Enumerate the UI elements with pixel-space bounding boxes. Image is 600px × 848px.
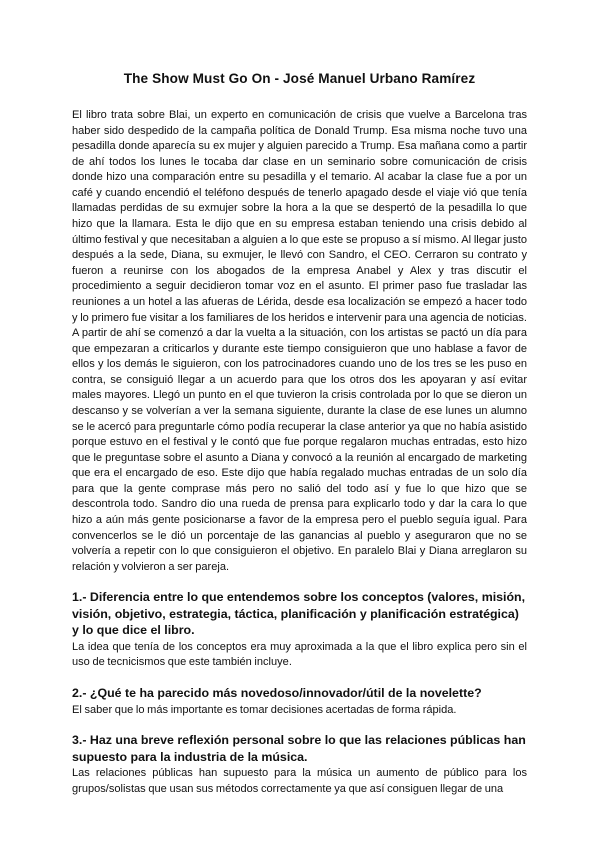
- question-answer-3: Las relaciones públicas han supuesto para la música un aumento de público para los grupos/solistas que usan sus métodos correctamente ya que así consiguen llegar de una: [72, 767, 527, 795]
- question-section-3: [72, 732, 527, 797]
- document-title: The Show Must Go On - José Manuel Urbano Ramírez: [123, 71, 476, 86]
- question-section-1: [72, 589, 527, 671]
- question-answer-1: La idea que tenía de los conceptos era muy aproximada a la que el libro explica pero sin el uso de tecnicismos que este también incluye.: [72, 640, 527, 669]
- question-section-2: [72, 685, 527, 718]
- question-heading-2: 2.- ¿Qué te ha parecido más novedoso/innovador/útil de la novelette?: [72, 686, 482, 700]
- question-answer-2: El saber que lo más importante es tomar decisiones acertadas de forma rápida.: [72, 703, 457, 716]
- document-page: [72, 70, 527, 797]
- question-heading-1: 1.- Diferencia entre lo que entendemos sobre los conceptos (valores, misión, visión, objetivo, estrategia, táctica, planificación y planificación estratégica) y lo que dice el libro.: [72, 590, 526, 638]
- summary-paragraph: El libro trata sobre Blai, un experto en comunicación de crisis que vuelve a Barcelona tras haber sido despedido de la campaña política de Donald Trump. Esa misma noche tuvo una pesadilla donde aparecía su ex mujer y alguien parecido a Trump. Esa mañana como a partir de ahí todos los lunes le tocaba dar clase en un seminario sobre comunicación de crisis donde hizo una comparación entre su pesadilla y el temario. Al acabar la clase fue a por un café y cuando encendió el teléfono después de tenerlo apagado desde el viaje vió que tenía llamadas perdidas de su exmujer sobre la hora a la que se despertó de la pesadilla lo que hizo que la llamara. Esta le dijo que en su empresa estaban teniendo una crisis debido al último festival y que necesitaban a alguien a lo que este se propuso a sí mismo. Al llegar justo después a la sede, Diana, su exmujer, le llevó con Sandro, el CEO. Cerraron su contrato y fueron a reunirse con los abogados de la empresa Anabel y Alex y tras discutir el procedimiento a seguir decidieron tomar voz en el asunto. El primer paso fue trasladar las reuniones a un hotel a las afueras de Lérida, desde esa localización se empezó a hacer todo y lo primero fue visitar a los familiares de los heridos e intervenir para una agencia de noticias. A partir de ahí se comenzó a dar la vuelta a la situación, con los artistas se pactó un día para que empezaran a criticarlos y durante este tiempo consiguieron que uno hablase a favor de ellos y los demás le siguieron, con los patrocinadores cuando uno de los tres se les puso en contra, se consiguió llegar a un acuerdo para que los otros dos les apoyaran y así evitar males mayores. Llegó un punto en el que tuvieron la crisis controlada por lo que se dieron un descanso y se volverían a ver la semana siguiente, durante la clase de ese lunes un alumno se le acercó para preguntarle cómo podía recuperar la clase anterior ya que no había asistido porque estuvo en el festival y le contó que fue porque regalaron muchas entradas, esto hizo que le preguntase sobre el asunto a Diana y convocó a la reunión al encargado de marketing que era el encargado de eso. Este dijo que había regalado muchas entradas de un solo día para que la gente comprase más pero no salió del todo así y fue lo que hizo que se descontrola todo. Sandro dio una rueda de prensa para explicarlo todo y dar la cara lo que hizo a aún más gente posicionarse a favor de la empresa pero el pueblo seguía igual. Para convencerlos se le dió un porcentaje de las ganancias al pueblo y aseguraron que no se volvería a repetir con lo que consiguieron el objetivo. En paralelo Blai y Diana arreglaron su relación y volvieron a ser pareja.: [72, 109, 527, 573]
- question-heading-3: 3.- Haz una breve reflexión personal sobre lo que las relaciones públicas han supuesto para la industria de la música.: [72, 733, 526, 764]
